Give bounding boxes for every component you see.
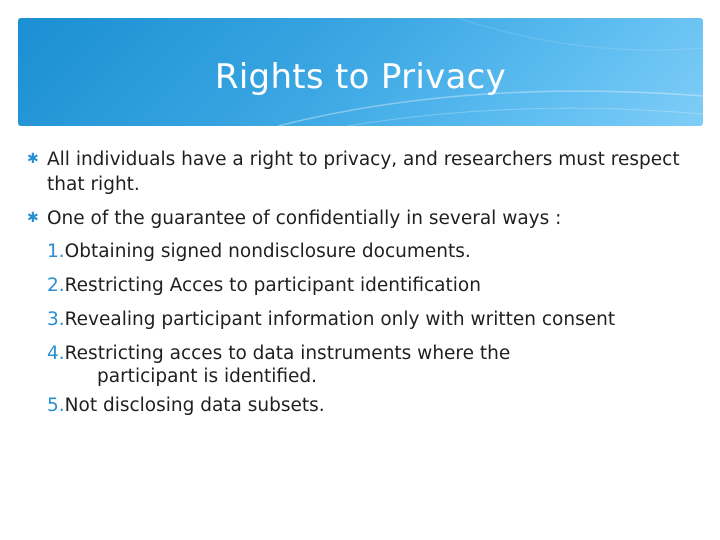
slide-content	[27, 142, 707, 423]
bullet-item	[27, 201, 707, 235]
numbered-item	[27, 303, 707, 337]
numbered-item	[27, 337, 707, 389]
bullet-item	[27, 142, 707, 201]
bullet-text: All individuals have a right to privacy, and researchers must respect that right.	[47, 149, 680, 195]
asterisk-bullet-icon: ✱	[27, 151, 39, 167]
bullet-text: One of the guarantee of confidentially in several ways :	[47, 208, 562, 229]
item-number: 4.	[47, 343, 65, 364]
item-text: Not disclosing data subsets.	[64, 395, 325, 416]
numbered-item	[27, 269, 707, 303]
item-number: 2.	[47, 275, 65, 296]
asterisk-bullet-icon: ✱	[27, 210, 39, 226]
title-band	[18, 18, 703, 126]
numbered-item	[27, 235, 707, 269]
slide-title: Rights to Privacy	[214, 57, 507, 97]
item-continuation: participant is identified.	[97, 366, 318, 387]
item-number: 1.	[47, 241, 65, 262]
item-text: Restricting acces to data instruments where the	[64, 343, 511, 364]
numbered-item	[27, 389, 707, 423]
item-text: Revealing participant information only with written consent	[64, 309, 616, 330]
item-text: Restricting Acces to participant identification	[64, 275, 481, 296]
item-number: 3.	[47, 309, 65, 330]
item-number: 5.	[47, 395, 65, 416]
item-text: Obtaining signed nondisclosure documents.	[64, 241, 471, 262]
